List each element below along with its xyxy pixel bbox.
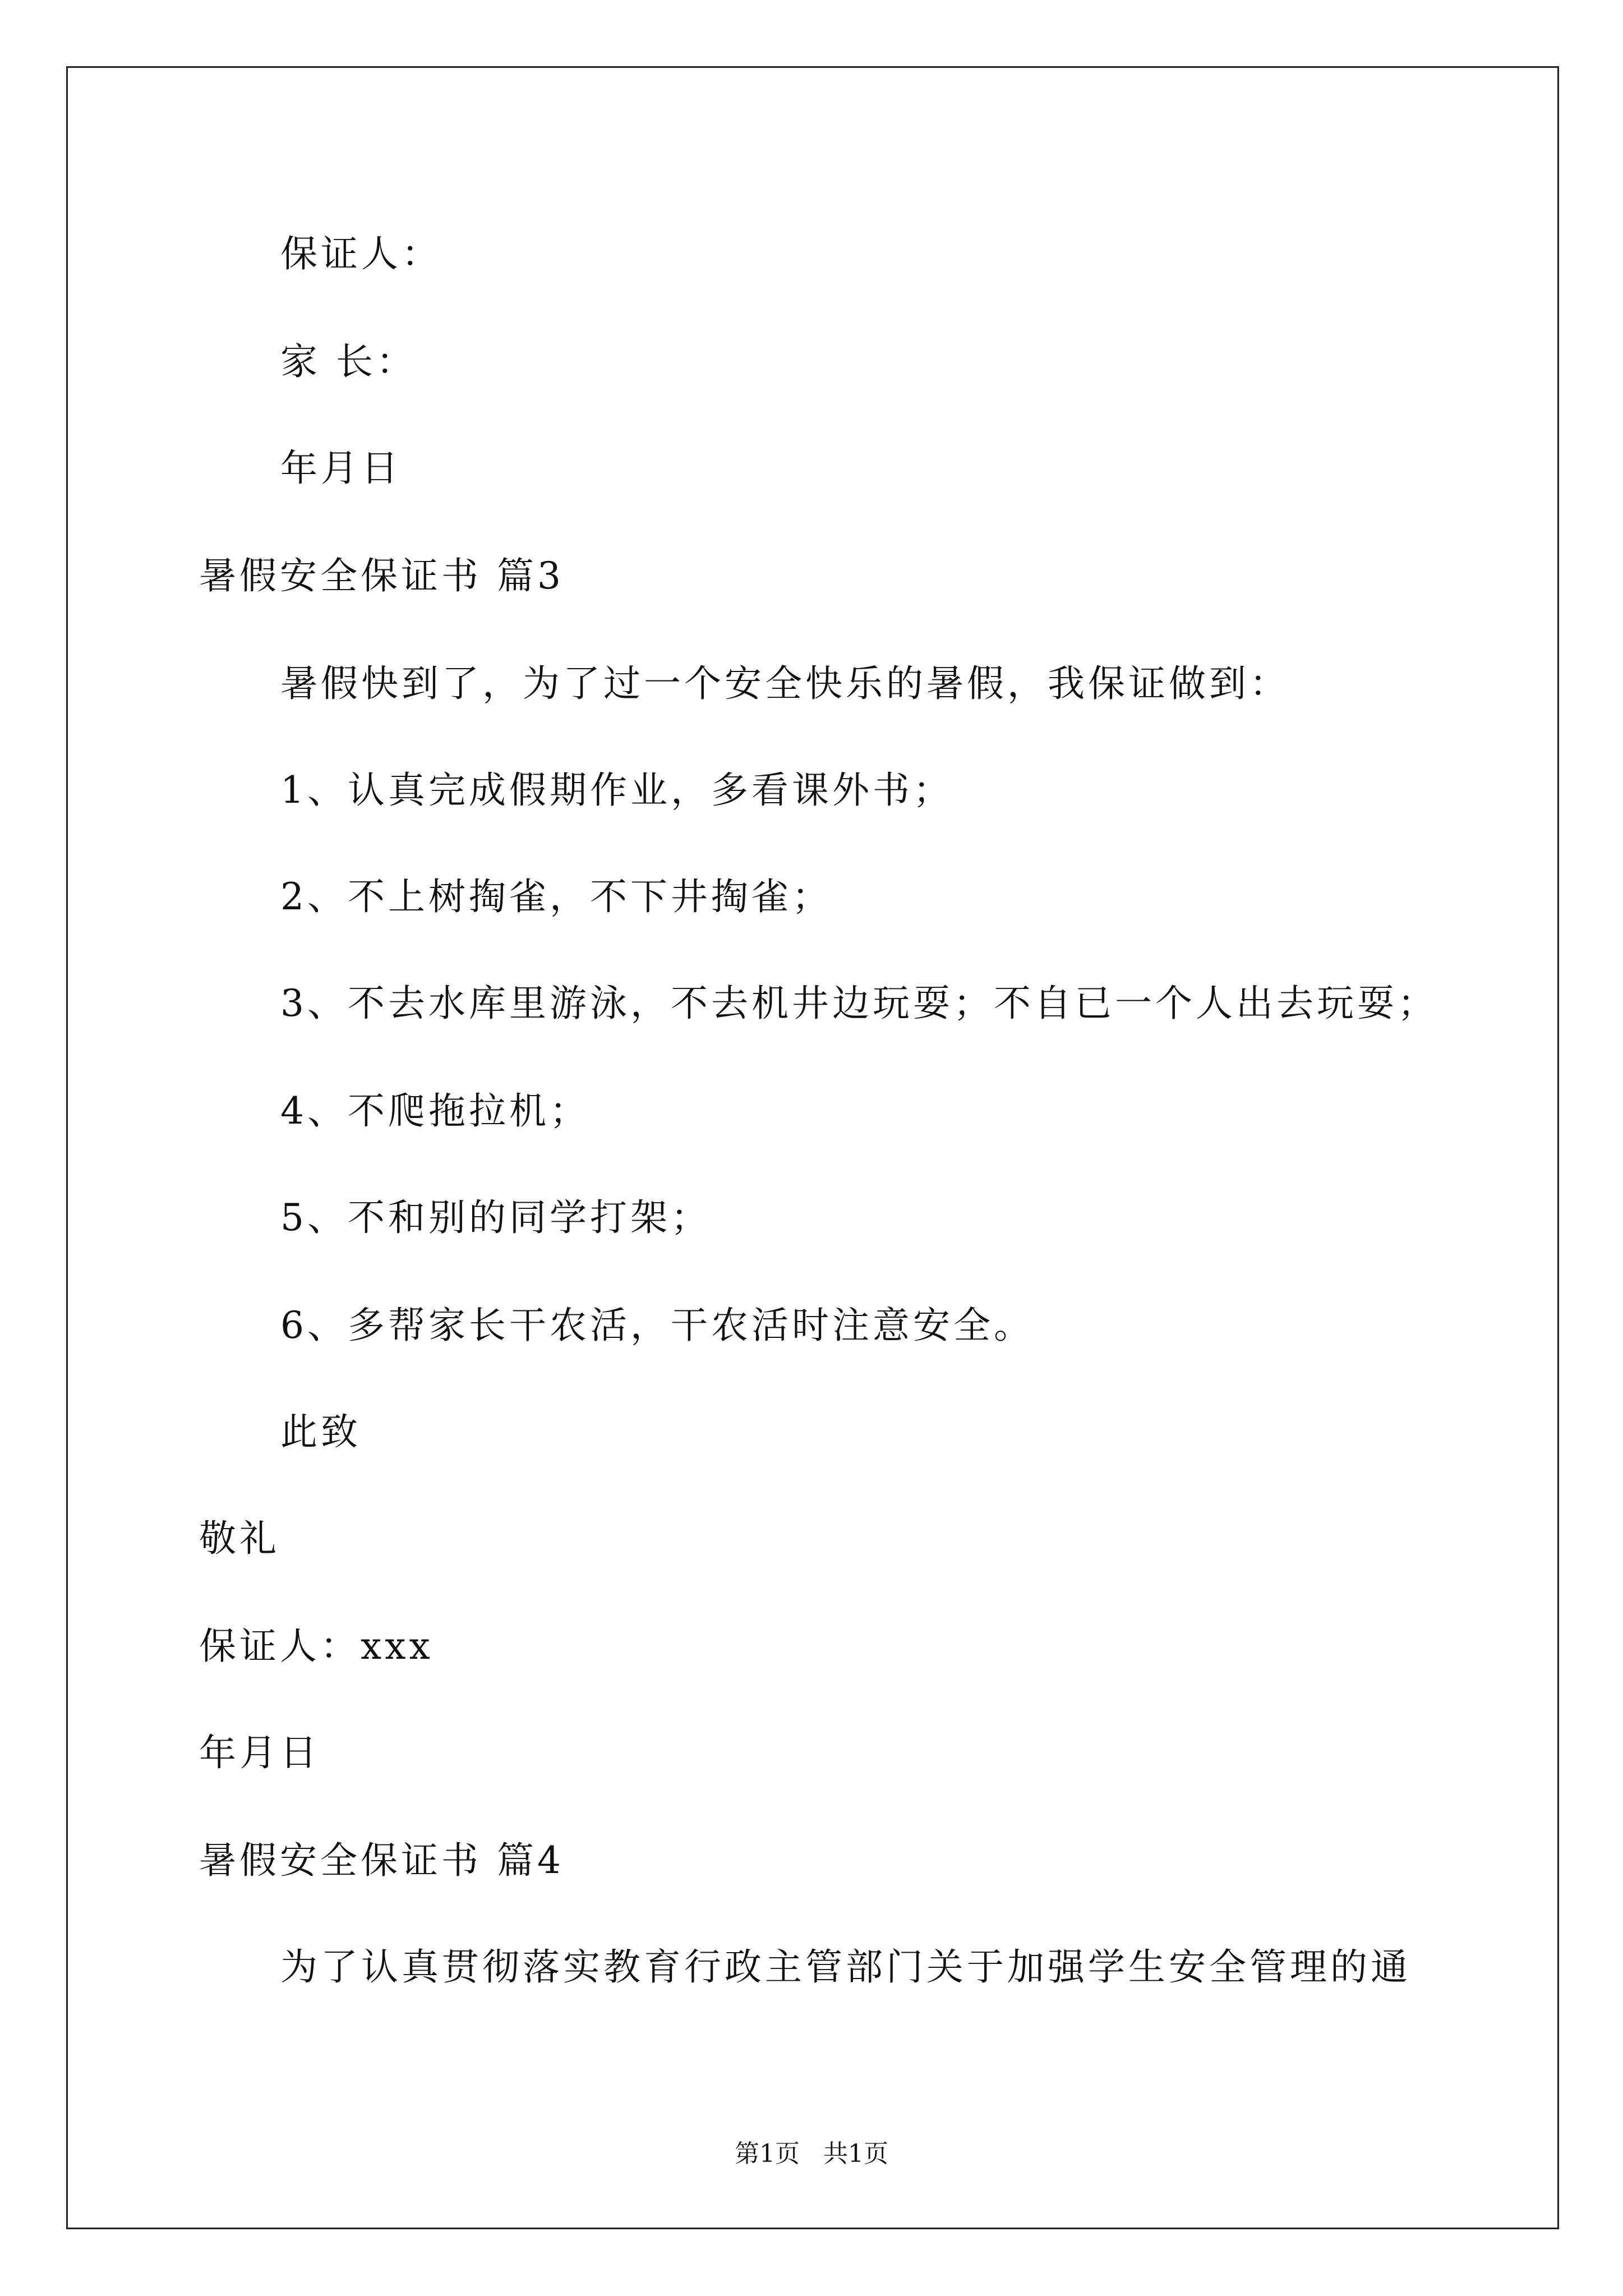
section-heading-4: 暑假安全保证书 篇4 [199,1839,564,1882]
list-item-1: 1、认真完成假期作业，多看课外书； [280,769,953,812]
page-border [66,66,1559,2229]
body-paragraph: 为了认真贯彻落实教育行政主管部门关于加强学生安全管理的通 [280,1945,1411,1989]
date-line-2: 年月日 [199,1731,320,1774]
guarantor-label: 保证人： [280,232,442,275]
list-item-5: 5、不和别的同学打架； [280,1196,711,1239]
page-footer: 第1页 共1页 [735,2139,888,2168]
intro-paragraph: 暑假快到了，为了过一个安全快乐的暑假，我保证做到： [280,662,1290,705]
date-line: 年月日 [280,447,402,490]
parent-label: 家 长： [280,340,417,383]
list-item-2: 2、不上树掏雀，不下井掏雀； [280,875,832,918]
closing-line: 此致 [280,1410,361,1453]
section-heading-3: 暑假安全保证书 篇3 [199,554,564,597]
signature-line: 保证人：xxx [199,1625,434,1668]
list-item-6: 6、多帮家长干农活，干农活时注意安全。 [280,1304,1034,1347]
salutation: 敬礼 [199,1517,280,1560]
list-item-3: 3、不去水库里游泳，不去机井边玩耍；不自已一个人出去玩耍； [280,982,1438,1025]
list-item-4: 4、不爬拖拉机； [280,1089,590,1133]
